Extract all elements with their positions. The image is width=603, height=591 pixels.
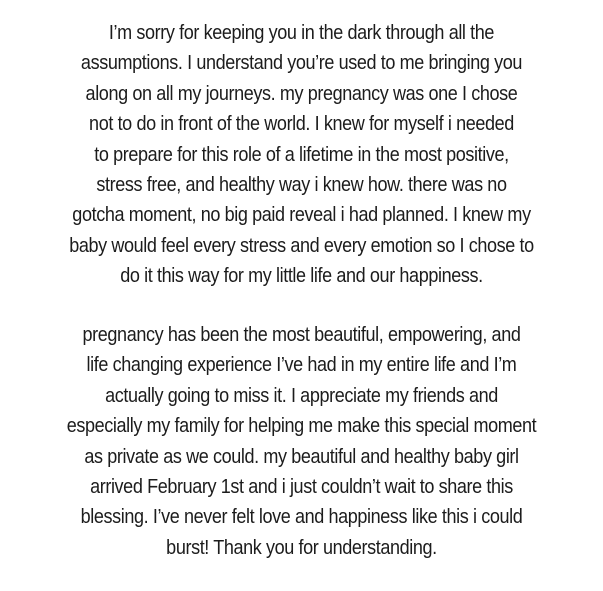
paragraph-1-line: assumptions. I understand you’re used to me bringing you: [80, 51, 523, 75]
paragraph-1-line: not to do in front of the world. I knew for myself i needed: [89, 112, 514, 136]
paragraph-1: [0, 18, 603, 292]
paragraph-2-line: blessing. I’ve never felt love and happiness like this i could: [80, 505, 523, 529]
paragraph-2-line: burst! Thank you for understanding.: [166, 535, 437, 559]
paragraph-2-line: actually going to miss it. I appreciate my friends and: [105, 383, 498, 407]
paragraph-2-line: especially my family for helping me make this special moment: [66, 414, 537, 438]
paragraph-2: [0, 320, 603, 563]
paragraph-1-line: to prepare for this role of a lifetime in the most positive,: [94, 142, 509, 166]
paragraph-1-line: gotcha moment, no big paid reveal i had planned. I knew my: [72, 203, 531, 227]
paragraph-1-line: baby would feel every stress and every emotion so I chose to: [69, 233, 534, 257]
paragraph-1-line: do it this way for my little life and our happiness.: [120, 264, 483, 288]
paragraph-1-line: stress free, and healthy way i knew how. there was no: [96, 173, 507, 197]
paragraph-1-line: I’m sorry for keeping you in the dark through all the: [108, 21, 495, 44]
paragraph-2-line: as private as we could. my beautiful and healthy baby girl: [84, 444, 519, 468]
paragraph-2-line: pregnancy has been the most beautiful, empowering, and: [82, 323, 521, 346]
paragraph-2-line: life changing experience I’ve had in my entire life and I’m: [86, 353, 517, 377]
paragraph-2-line: arrived February 1st and i just couldn’t wait to share this: [90, 475, 513, 499]
paragraph-1-line: along on all my journeys. my pregnancy was one I chose: [85, 81, 518, 105]
